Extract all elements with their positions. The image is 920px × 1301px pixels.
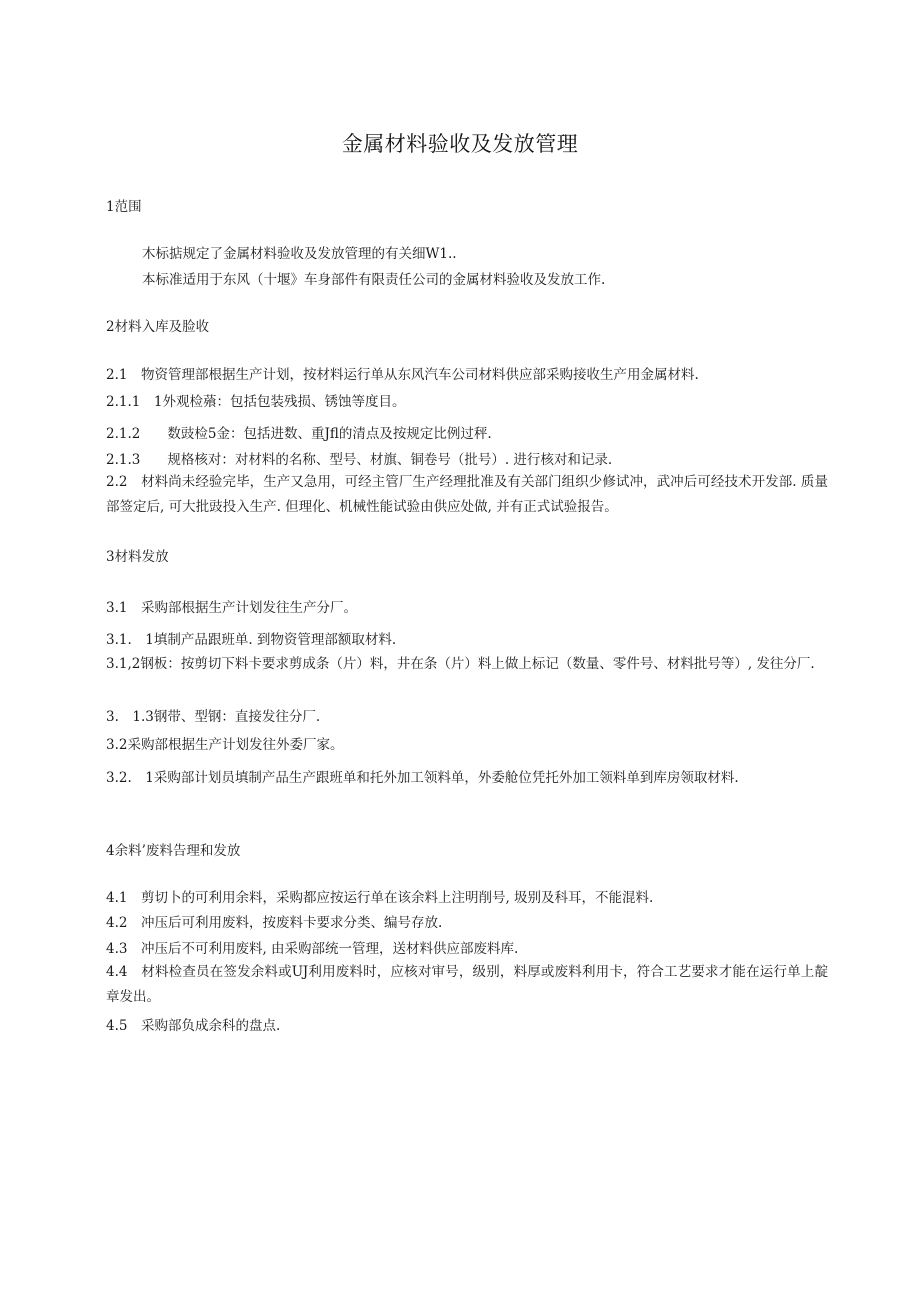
- clause-4-1: 4.1 剪切卜的可利用余料，采购都应按运行单在该余料上注明削号, 圾别及科耳，不能混料.: [106, 890, 654, 906]
- clause-2-1: 2.1 物资管理部根据生产计划，按材料运行单从东风汽车公司材料供应部采购接收生产用金属材料.: [106, 367, 699, 383]
- clause-2-1-1: 2.1.1 1外观检薞：包括包装残损、锈蚀等度目。: [106, 394, 406, 410]
- clause-2-1-3: 2.1.3 规格核对：对材料的名称、型号、材旗、铜卷号（批号）. 进行核对和记录.: [106, 452, 613, 468]
- clause-2-1-2: 2.1.2 数豉检5金：包括进数、重Jfl的清点及按规定比例过秤.: [106, 426, 492, 442]
- clause-4-4: 4.4 材料检查员在签发余料或UJ利用废料时，应核对审号，级别，料厚或废料利用卡，符合工艺要求才能在运行单上靛章发出。: [106, 964, 828, 1005]
- clause-3-1-2: 3.1,2钢板：按剪切下料卡要求剪成条（片）料，井在条（片）料上做上标记（数量、零件号、材料批号等）, 发往分厂.: [106, 656, 815, 672]
- clause-3-2: 3.2采购部根据生产计划发往外委厂家。: [106, 737, 344, 753]
- clause-4-2: 4.2 冲压后可利用废料，按废料卡要求分类、编号存放.: [106, 915, 443, 931]
- section-1-paragraph-2: 本标准适用于东风（十堰》车身部件有限责任公司的金属材料验收及发放工作.: [142, 272, 606, 288]
- section-3-heading: 3材料发放: [106, 549, 169, 565]
- clause-4-5: 4.5 采购部负成余科的盘点.: [106, 1018, 281, 1034]
- clause-3-1-1: 3.1. 1填制产品跟班单. 到物资管理部额取材料.: [106, 632, 397, 648]
- section-1-paragraph-1: 木标掂规定了金属材料验收及发放管理的有关细W1..: [142, 246, 457, 262]
- clause-2-2: 2.2 材料尚未经验完毕，生产又急用，可经主管厂生产经理批准及有关部门组织少修试冲，武冲后可经技术开发部. 质量部签定后, 可大批豉投入生产. 但理化、机械性能试验由供应处做, 并有正式试验报告。: [106, 474, 828, 515]
- section-4-heading: 4余料’废料告理和发放: [106, 843, 241, 859]
- clause-3-2-1: 3.2. 1采购部计划员填制产品生产跟班单和托外加工领料单，外委舱位凭托外加工领料单到库房领取材料.: [106, 770, 739, 786]
- clause-3-1-3: 3. 1.3钢带、型钢：直接发往分厂.: [106, 709, 321, 725]
- page-title: 金属材料验收及发放管理: [341, 132, 579, 156]
- clause-4-3: 4.3 冲压后不可利用废料, 由采购部统一管理，送材料供应部废料库.: [106, 941, 519, 957]
- clause-3-1: 3.1 采购部根据生产计划发往生产分厂。: [106, 600, 357, 616]
- section-2-heading: 2材料入库及脸收: [106, 319, 210, 335]
- section-1-heading: 1范围: [106, 199, 142, 215]
